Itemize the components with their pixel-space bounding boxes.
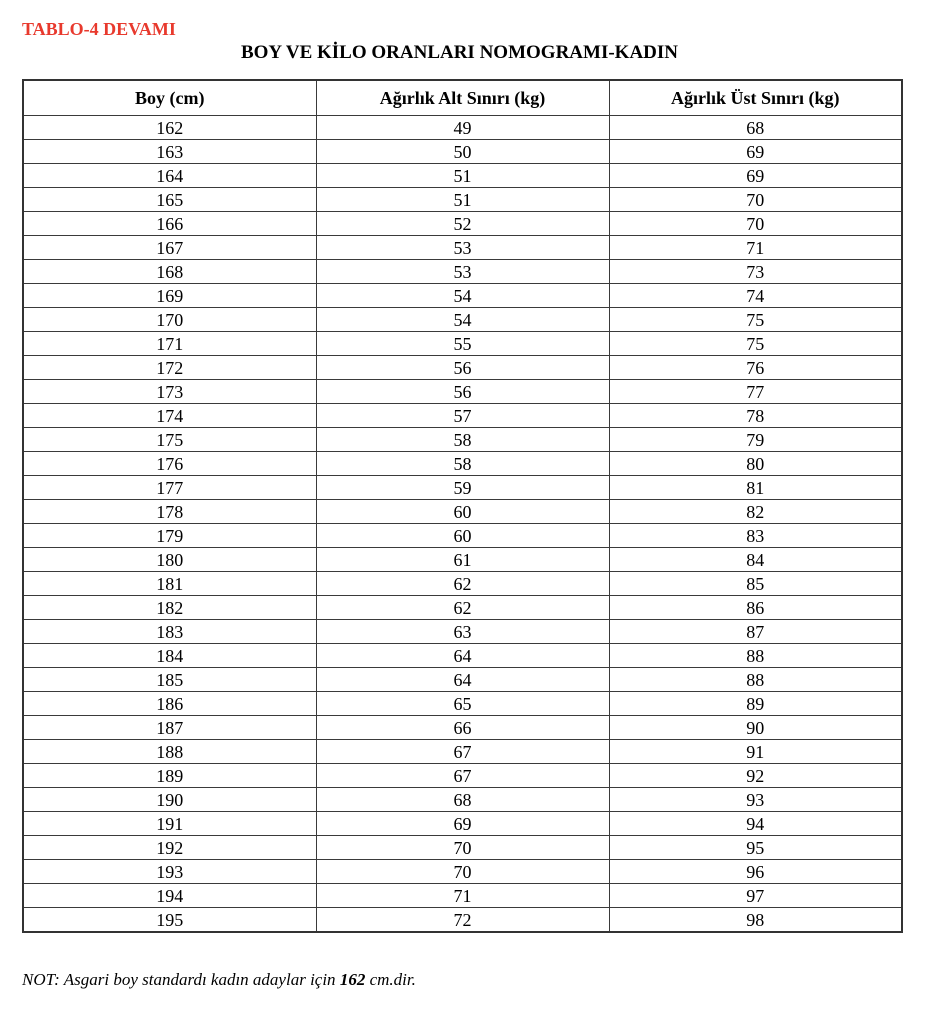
cell-weight-min: 67 [316,764,609,788]
table-row [23,572,902,596]
table-row [23,908,902,933]
cell-height: 177 [23,476,316,500]
cell-weight-max: 89 [609,692,902,716]
cell-height: 188 [23,740,316,764]
cell-weight-min: 64 [316,644,609,668]
cell-weight-max: 94 [609,812,902,836]
footnote-suffix: cm.dir. [365,970,416,989]
cell-weight-min: 53 [316,236,609,260]
table-row [23,524,902,548]
cell-height: 166 [23,212,316,236]
cell-weight-max: 75 [609,332,902,356]
cell-weight-max: 88 [609,644,902,668]
cell-weight-max: 88 [609,668,902,692]
cell-weight-max: 82 [609,500,902,524]
cell-weight-max: 84 [609,548,902,572]
table-row [23,428,902,452]
table-row [23,644,902,668]
cell-weight-max: 90 [609,716,902,740]
cell-height: 190 [23,788,316,812]
cell-height: 185 [23,668,316,692]
table-row [23,452,902,476]
cell-height: 164 [23,164,316,188]
cell-weight-max: 76 [609,356,902,380]
cell-weight-max: 69 [609,140,902,164]
cell-weight-min: 62 [316,596,609,620]
table-row [23,356,902,380]
cell-height: 169 [23,284,316,308]
cell-weight-min: 57 [316,404,609,428]
table-body [23,116,902,933]
cell-weight-max: 93 [609,788,902,812]
table-row [23,548,902,572]
cell-height: 182 [23,596,316,620]
cell-weight-max: 70 [609,212,902,236]
table-row [23,260,902,284]
cell-weight-min: 56 [316,380,609,404]
cell-weight-max: 77 [609,380,902,404]
cell-height: 167 [23,236,316,260]
cell-weight-min: 50 [316,140,609,164]
header-weight-max: Ağırlık Üst Sınırı (kg) [609,80,902,116]
cell-weight-max: 87 [609,620,902,644]
footnote [22,970,416,990]
page-title [0,42,933,64]
cell-height: 170 [23,308,316,332]
table-row [23,788,902,812]
cell-weight-min: 58 [316,428,609,452]
footnote-value: 162 [339,970,366,989]
table-row [23,620,902,644]
cell-weight-min: 62 [316,572,609,596]
cell-weight-max: 68 [609,116,902,140]
cell-weight-min: 68 [316,788,609,812]
cell-weight-min: 69 [316,812,609,836]
cell-weight-min: 55 [316,332,609,356]
table-row [23,116,902,140]
table-row [23,740,902,764]
cell-height: 184 [23,644,316,668]
cell-height: 195 [23,908,316,933]
table-row [23,500,902,524]
cell-weight-max: 78 [609,404,902,428]
cell-weight-max: 85 [609,572,902,596]
cell-height: 176 [23,452,316,476]
cell-weight-min: 56 [316,356,609,380]
cell-weight-min: 60 [316,500,609,524]
cell-height: 172 [23,356,316,380]
cell-height: 180 [23,548,316,572]
cell-weight-max: 83 [609,524,902,548]
cell-height: 165 [23,188,316,212]
cell-weight-max: 98 [609,908,902,933]
cell-height: 183 [23,620,316,644]
cell-height: 192 [23,836,316,860]
cell-weight-min: 61 [316,548,609,572]
table-row [23,860,902,884]
table-row [23,404,902,428]
cell-weight-min: 51 [316,164,609,188]
cell-height: 187 [23,716,316,740]
table-row [23,668,902,692]
cell-weight-min: 67 [316,740,609,764]
nomogram-table [22,79,903,933]
cell-weight-min: 49 [316,116,609,140]
cell-weight-min: 64 [316,668,609,692]
cell-weight-max: 92 [609,764,902,788]
cell-weight-min: 51 [316,188,609,212]
cell-height: 193 [23,860,316,884]
table-row [23,308,902,332]
cell-height: 173 [23,380,316,404]
header-height: Boy (cm) [23,80,316,116]
cell-weight-min: 70 [316,836,609,860]
cell-weight-max: 96 [609,860,902,884]
cell-height: 194 [23,884,316,908]
cell-weight-max: 75 [609,308,902,332]
table-row [23,812,902,836]
cell-weight-min: 65 [316,692,609,716]
header-row [23,80,902,116]
cell-weight-max: 69 [609,164,902,188]
cell-height: 178 [23,500,316,524]
page-title-text: BOY VE KİLO ORANLARI NOMOGRAMI-KADIN [240,42,679,63]
table-label: TABLO-4 DEVAMI [22,19,176,39]
cell-height: 191 [23,812,316,836]
table-row [23,716,902,740]
table-row [23,188,902,212]
cell-weight-min: 54 [316,284,609,308]
table-row [23,212,902,236]
cell-weight-min: 52 [316,212,609,236]
table-row [23,236,902,260]
cell-height: 179 [23,524,316,548]
table-row [23,692,902,716]
table-row [23,764,902,788]
footnote-prefix: NOT: Asgari boy standardı kadın adaylar için [22,970,340,989]
cell-weight-max: 80 [609,452,902,476]
cell-height: 163 [23,140,316,164]
cell-weight-min: 58 [316,452,609,476]
table-row [23,884,902,908]
cell-height: 174 [23,404,316,428]
cell-weight-max: 74 [609,284,902,308]
cell-weight-min: 60 [316,524,609,548]
cell-weight-max: 97 [609,884,902,908]
header-weight-min: Ağırlık Alt Sınırı (kg) [316,80,609,116]
table-row [23,332,902,356]
table-row [23,836,902,860]
cell-weight-max: 86 [609,596,902,620]
cell-weight-max: 91 [609,740,902,764]
cell-weight-min: 54 [316,308,609,332]
cell-height: 168 [23,260,316,284]
cell-height: 189 [23,764,316,788]
cell-weight-max: 73 [609,260,902,284]
cell-weight-max: 81 [609,476,902,500]
table-row [23,380,902,404]
cell-weight-max: 79 [609,428,902,452]
cell-weight-min: 71 [316,884,609,908]
cell-weight-min: 66 [316,716,609,740]
cell-weight-min: 53 [316,260,609,284]
cell-weight-min: 72 [316,908,609,933]
table-row [23,140,902,164]
table-row [23,596,902,620]
table-row [23,284,902,308]
cell-weight-max: 95 [609,836,902,860]
cell-height: 171 [23,332,316,356]
cell-weight-min: 63 [316,620,609,644]
table-row [23,164,902,188]
table-row [23,476,902,500]
cell-height: 181 [23,572,316,596]
cell-weight-max: 70 [609,188,902,212]
cell-height: 175 [23,428,316,452]
cell-height: 186 [23,692,316,716]
cell-weight-max: 71 [609,236,902,260]
cell-weight-min: 70 [316,860,609,884]
cell-weight-min: 59 [316,476,609,500]
cell-height: 162 [23,116,316,140]
